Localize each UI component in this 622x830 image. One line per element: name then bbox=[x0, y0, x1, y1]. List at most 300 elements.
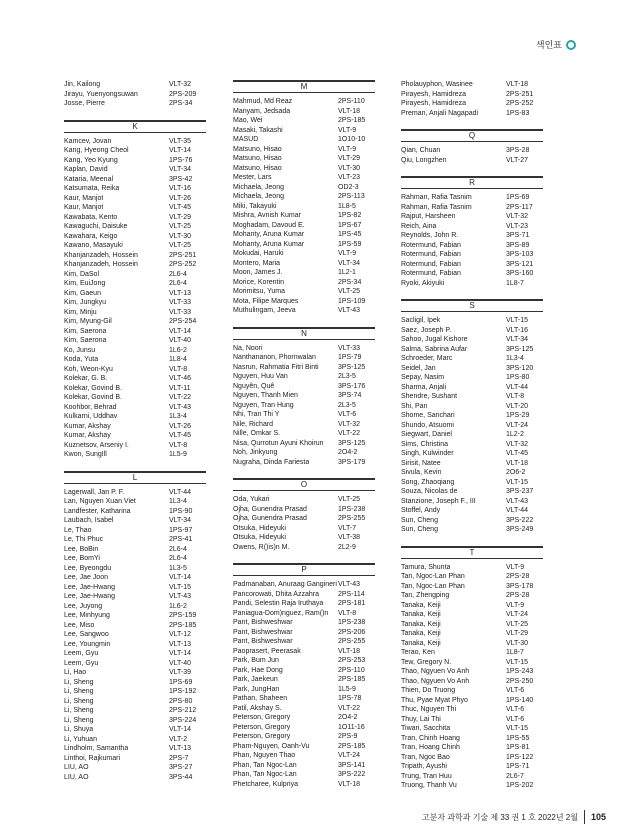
index-entry bbox=[233, 761, 375, 771]
session-code: 1PS-109 bbox=[338, 297, 366, 305]
session-code: 2PS-185 bbox=[338, 742, 366, 750]
author-name: Kaur, Manjot bbox=[64, 194, 104, 202]
section-header bbox=[536, 38, 576, 51]
session-code: VLT-33 bbox=[169, 299, 192, 306]
author-name: Rahman, Rafia Tasnim bbox=[401, 203, 472, 211]
author-name: Rotermund, Fabian bbox=[401, 270, 461, 277]
author-name: Park, JungHan bbox=[233, 685, 280, 693]
index-entry bbox=[401, 449, 543, 459]
session-code: VLT-26 bbox=[169, 422, 192, 430]
index-entry bbox=[401, 591, 543, 601]
session-code: 2PS-80 bbox=[169, 697, 193, 705]
index-entry bbox=[64, 99, 206, 109]
session-code: 3PS-121 bbox=[506, 260, 534, 268]
author-name: Sun, Cheng bbox=[401, 516, 438, 524]
index-entry bbox=[233, 287, 375, 297]
session-code: 1PS-59 bbox=[338, 240, 362, 248]
session-code: 1L6-2 bbox=[169, 602, 187, 610]
index-entry bbox=[233, 192, 375, 202]
session-code: VLT-44 bbox=[169, 488, 192, 496]
session-code: 3PS-179 bbox=[338, 458, 366, 466]
session-code: VLT-22 bbox=[338, 430, 361, 437]
session-code: 3PS-71 bbox=[506, 232, 530, 239]
session-code: VLT-43 bbox=[169, 403, 192, 411]
session-code: VLT-45 bbox=[506, 450, 529, 457]
author-name: Peterson, Gregory bbox=[233, 723, 291, 731]
session-code: 1L6-2 bbox=[169, 346, 187, 354]
index-entry bbox=[233, 580, 375, 590]
index-entry bbox=[64, 393, 206, 403]
index-entry bbox=[233, 173, 375, 183]
author-name: Kim, Myung-Gil bbox=[64, 318, 112, 325]
session-code: 2L3-5 bbox=[338, 401, 356, 409]
author-name: Lagerwall, Jan P. F. bbox=[64, 488, 125, 496]
session-code: VLT-2 bbox=[169, 735, 188, 743]
session-code: 2PS-114 bbox=[338, 590, 365, 598]
index-entry bbox=[401, 279, 543, 289]
index-entry bbox=[64, 137, 206, 147]
author-name: Otsuka, Hideyuki bbox=[233, 534, 286, 541]
author-name: Lee, Sangwoo bbox=[64, 631, 109, 638]
author-name: Ryoki, Akiyuki bbox=[401, 279, 445, 287]
author-name: Kolekar, Govind B. bbox=[64, 394, 122, 401]
index-entry bbox=[233, 723, 375, 733]
index-entry bbox=[64, 251, 206, 261]
session-code: VLT-29 bbox=[338, 155, 361, 162]
index-entry bbox=[401, 354, 543, 364]
author-name: Saez, Joseph P. bbox=[401, 326, 452, 334]
session-code: 2PS-113 bbox=[338, 193, 365, 200]
author-name: Na, Noori bbox=[233, 344, 263, 352]
footer-divider bbox=[584, 810, 585, 824]
letter-section bbox=[64, 120, 206, 460]
index-entry bbox=[64, 184, 206, 194]
author-name: Sims, Christina bbox=[401, 440, 449, 448]
session-code: 2PS-255 bbox=[338, 638, 366, 645]
author-name: Nasrun, Rahmatia Fitri Binti bbox=[233, 363, 319, 371]
author-name: Ojha, Gunendra Prasad bbox=[233, 515, 307, 522]
session-code: VLT-16 bbox=[506, 326, 529, 334]
author-name: Pholauyphon, Wasinee bbox=[401, 81, 473, 88]
index-entry bbox=[233, 666, 375, 676]
session-code: 1L2-1 bbox=[338, 269, 356, 276]
index-entry bbox=[233, 240, 375, 250]
index-entry bbox=[401, 667, 543, 677]
session-code: VLT-13 bbox=[169, 640, 192, 648]
session-code: VLT-29 bbox=[506, 630, 529, 637]
index-entry bbox=[64, 640, 206, 650]
author-name: Kim, EuiJong bbox=[64, 280, 106, 287]
session-code: VLT-6 bbox=[338, 411, 357, 418]
session-code: 2PS-254 bbox=[169, 318, 197, 325]
index-entry bbox=[64, 773, 206, 783]
author-name: Lee, Jae-Hwang bbox=[64, 593, 115, 600]
index-entry bbox=[64, 355, 206, 365]
session-code: 1PS-80 bbox=[506, 374, 530, 381]
session-code: 1PS-55 bbox=[506, 734, 530, 742]
author-name: Kim, DaSol bbox=[64, 270, 100, 278]
author-name: Kang, Hyeong Cheol bbox=[64, 147, 129, 154]
session-code: 3PS-160 bbox=[506, 270, 534, 277]
author-name: Lee, BomYi bbox=[64, 555, 100, 562]
author-name: Tran, Ngoc Bao bbox=[401, 753, 450, 761]
author-name: Mester, Lars bbox=[233, 174, 272, 181]
author-name: Lee, Youngmin bbox=[64, 640, 111, 648]
author-name: Nile, Richard bbox=[233, 420, 274, 428]
session-code: 2PS-185 bbox=[338, 676, 366, 683]
session-code: 2PS-28 bbox=[506, 592, 530, 599]
circle-icon bbox=[566, 40, 576, 50]
index-entry bbox=[233, 609, 375, 619]
session-code: 1PS-69 bbox=[169, 678, 193, 686]
author-name: Jirayu, Yuenyongsuwan bbox=[64, 90, 138, 98]
index-entry bbox=[233, 713, 375, 723]
session-code: 3PS-28 bbox=[506, 147, 530, 154]
session-code: 3PS-237 bbox=[506, 488, 534, 495]
session-code: VLT-43 bbox=[506, 497, 529, 505]
index-entry bbox=[233, 505, 375, 515]
section-letter-heading: K bbox=[64, 120, 206, 133]
index-entry bbox=[233, 618, 375, 628]
session-code: 3PS-74 bbox=[338, 392, 362, 399]
session-code: VLT-14 bbox=[169, 147, 192, 154]
index-entry bbox=[64, 488, 206, 498]
index-entry bbox=[64, 194, 206, 204]
author-name: Koohbor, Behrad bbox=[64, 403, 117, 411]
author-name: Pirayesh, Hamidreza bbox=[401, 90, 466, 98]
author-name: Nisa, Qurrotun Ayuni Khoirun bbox=[233, 439, 324, 447]
index-entry bbox=[64, 279, 206, 289]
author-name: Nguyen, Huu Van bbox=[233, 373, 288, 380]
author-name: Paniagua-Dom)nguez, Ram()n bbox=[233, 609, 329, 617]
author-name: Leem, Gyu bbox=[64, 650, 99, 657]
index-entry bbox=[401, 212, 543, 222]
letter-section bbox=[64, 471, 206, 783]
session-code: 2L3-5 bbox=[338, 373, 356, 380]
index-entry bbox=[64, 678, 206, 688]
session-code: VLT-15 bbox=[506, 658, 529, 666]
session-code: VLT-15 bbox=[506, 317, 529, 324]
session-code: 2L6-7 bbox=[506, 772, 524, 780]
author-name: Morimitsu, Yuma bbox=[233, 288, 285, 295]
session-code: 2O4-2 bbox=[338, 714, 358, 721]
index-entry bbox=[401, 269, 543, 279]
session-code: 2L2-9 bbox=[338, 543, 356, 551]
index-entry bbox=[233, 268, 375, 278]
index-entry bbox=[401, 516, 543, 526]
session-code: VLT-30 bbox=[338, 164, 361, 172]
session-code: 2O6-2 bbox=[506, 469, 526, 476]
index-entry bbox=[401, 724, 543, 734]
author-name: Trung, Tran Huu bbox=[401, 772, 452, 780]
index-entry bbox=[64, 592, 206, 602]
session-code: VLT-43 bbox=[338, 307, 361, 314]
author-name: Tew, Gregory N. bbox=[401, 658, 452, 666]
session-code: 1PS-29 bbox=[506, 412, 530, 419]
session-code: 2PS-34 bbox=[169, 100, 193, 107]
index-entry bbox=[64, 735, 206, 745]
session-code: 3PS-89 bbox=[506, 241, 530, 249]
index-entry bbox=[233, 211, 375, 221]
index-entry bbox=[401, 402, 543, 412]
index-entry bbox=[233, 145, 375, 155]
session-code: VLT-40 bbox=[169, 337, 192, 344]
author-name: Thuy, Lai Thi bbox=[401, 715, 441, 723]
author-name: Moon, James J. bbox=[233, 269, 283, 276]
letter-section bbox=[401, 546, 543, 791]
author-name: Kang, Yeo Kyung bbox=[64, 156, 118, 164]
index-entry bbox=[401, 326, 543, 336]
author-name: Laubach, Isabel bbox=[64, 517, 114, 524]
author-name: Lee, BoBin bbox=[64, 545, 99, 553]
session-code: 1L8-4 bbox=[169, 356, 187, 363]
session-code: VLT-6 bbox=[506, 706, 525, 713]
author-name: Lee, Jae-Hwang bbox=[64, 583, 115, 591]
author-name: Kuznetsov, Arseniy I. bbox=[64, 441, 129, 449]
index-entry bbox=[64, 317, 206, 327]
index-entry bbox=[401, 335, 543, 345]
index-entry bbox=[64, 336, 206, 346]
author-name: Linthoi, Rajkumari bbox=[64, 754, 121, 762]
index-entry bbox=[401, 440, 543, 450]
author-name: Thao, Ngyuen Vo Anh bbox=[401, 677, 470, 685]
session-code: 1PS-192 bbox=[169, 688, 197, 695]
index-entry bbox=[401, 109, 543, 119]
index-entry bbox=[401, 639, 543, 649]
index-entry bbox=[401, 677, 543, 687]
session-code: 1O10-10 bbox=[338, 136, 366, 143]
session-code: VLT-6 bbox=[506, 715, 525, 723]
session-code: 2PS-251 bbox=[506, 90, 534, 98]
author-name: Li, Shuya bbox=[64, 726, 94, 733]
index-entry bbox=[401, 572, 543, 582]
index-entry bbox=[233, 135, 375, 145]
session-code: VLT-25 bbox=[169, 223, 192, 230]
session-code: 1PS-122 bbox=[506, 753, 534, 761]
index-entry bbox=[401, 696, 543, 706]
index-entry bbox=[233, 628, 375, 638]
session-code: 1L3-4 bbox=[506, 355, 524, 362]
index-entry bbox=[401, 497, 543, 507]
index-entry bbox=[401, 146, 543, 156]
author-name: Tan, Ngoc-Lan Phan bbox=[401, 573, 465, 580]
index-entry bbox=[233, 306, 375, 316]
index-entry bbox=[401, 203, 543, 213]
index-entry bbox=[233, 694, 375, 704]
author-name: Josse, Pierre bbox=[64, 100, 105, 107]
index-entry bbox=[64, 270, 206, 280]
session-code: VLT-35 bbox=[169, 137, 192, 145]
author-name: Kumar, Akshay bbox=[64, 422, 111, 430]
author-name: Rajput, Harsheen bbox=[401, 213, 456, 220]
author-name: Kawaguchi, Daisuke bbox=[64, 223, 128, 230]
session-code: 3PS-120 bbox=[506, 364, 534, 372]
index-entry bbox=[64, 156, 206, 166]
session-code: 3PS-141 bbox=[338, 761, 366, 769]
author-name: Owens, R()is)n M. bbox=[233, 543, 290, 551]
author-name: Kataria, Meenal bbox=[64, 175, 114, 183]
author-name: Ojha, Gunendra Prasad bbox=[233, 505, 307, 513]
session-code: VLT-13 bbox=[169, 289, 192, 297]
index-entry bbox=[233, 685, 375, 695]
index-entry bbox=[233, 202, 375, 212]
author-name: Nanthananon, Phornwalan bbox=[233, 354, 316, 361]
index-entry bbox=[401, 222, 543, 232]
session-code: 2PS-181 bbox=[338, 600, 366, 607]
index-entry bbox=[401, 411, 543, 421]
index-entry bbox=[64, 573, 206, 583]
author-name: Kwon, SungIll bbox=[64, 451, 107, 458]
index-entry bbox=[233, 751, 375, 761]
session-code: 1PS-69 bbox=[506, 194, 530, 201]
session-code: 2PS-209 bbox=[169, 90, 197, 98]
author-name: Le, Thao bbox=[64, 526, 92, 534]
session-code: 1O11-16 bbox=[338, 723, 365, 731]
author-name: MASUD bbox=[233, 136, 259, 143]
section-letter-heading: S bbox=[401, 299, 543, 312]
session-code: VLT-22 bbox=[338, 704, 361, 712]
author-name: Lee, Minhyung bbox=[64, 612, 110, 619]
author-name: Kolekar, G. B. bbox=[64, 375, 108, 382]
author-name: Nguyên, Quê bbox=[233, 382, 275, 390]
page-footer bbox=[422, 810, 606, 824]
index-entry bbox=[401, 231, 543, 241]
index-entry bbox=[401, 610, 543, 620]
index-entry bbox=[233, 429, 375, 439]
letter-section bbox=[401, 299, 543, 535]
index-entry bbox=[233, 524, 375, 534]
author-name: Pham-Nguyen, Oanh-Vu bbox=[233, 742, 310, 750]
author-name: Seidel, Jan bbox=[401, 364, 436, 372]
index-entry bbox=[64, 374, 206, 384]
session-code: VLT-16 bbox=[169, 185, 192, 192]
author-name: Thuc, Nguyen Thi bbox=[401, 706, 457, 713]
index-entry bbox=[401, 80, 543, 90]
session-code: 2PS-255 bbox=[338, 515, 366, 522]
session-code: 1PS-90 bbox=[169, 507, 193, 515]
author-name: Nille, Omkar S. bbox=[233, 430, 281, 437]
session-code: 3PS-224 bbox=[169, 716, 197, 724]
author-name: Reich, Aina bbox=[401, 222, 437, 230]
author-name: Mohanty, Aruna Kumar bbox=[233, 240, 305, 248]
session-code: 1PS-76 bbox=[169, 156, 193, 164]
session-code: 1L3-4 bbox=[169, 413, 187, 420]
session-code: VLT-25 bbox=[169, 242, 192, 249]
author-name: Sacligil, Ipek bbox=[401, 317, 441, 324]
session-code: 2PS-185 bbox=[338, 117, 366, 124]
session-code: VLT-9 bbox=[338, 250, 357, 257]
index-entry bbox=[401, 260, 543, 270]
session-code: 1PS-71 bbox=[506, 763, 530, 770]
index-entry bbox=[233, 221, 375, 231]
index-entry bbox=[233, 420, 375, 430]
author-name: Pant, Bishweshwar bbox=[233, 638, 293, 645]
index-entry bbox=[233, 458, 375, 468]
author-name: Kim, Gaeun bbox=[64, 289, 101, 297]
index-entry bbox=[401, 421, 543, 431]
author-name: Tran, Hoang Chinh bbox=[401, 744, 460, 751]
author-name: Kaplan, David bbox=[64, 166, 108, 173]
author-name: Tanaka, Keiji bbox=[401, 630, 441, 637]
session-code: VLT-26 bbox=[169, 194, 192, 202]
session-code: VLT-15 bbox=[506, 725, 529, 732]
index-entry bbox=[64, 763, 206, 773]
session-code: VLT-25 bbox=[506, 620, 529, 628]
author-name: Qian, Chuan bbox=[401, 147, 441, 154]
session-code: VLT-12 bbox=[169, 631, 192, 638]
session-code: 1L5-9 bbox=[338, 685, 356, 693]
index-entry bbox=[401, 772, 543, 782]
index-entry bbox=[401, 459, 543, 469]
session-code: VLT-45 bbox=[169, 432, 192, 439]
index-entry bbox=[233, 164, 375, 174]
session-code: VLT-34 bbox=[338, 259, 361, 267]
session-code: 1PS-238 bbox=[338, 619, 366, 626]
session-code: VLT-18 bbox=[338, 780, 361, 788]
session-code: 1PS-78 bbox=[338, 695, 362, 702]
index-entry bbox=[64, 526, 206, 536]
index-entry bbox=[401, 715, 543, 725]
index-entry bbox=[233, 514, 375, 524]
letter-section bbox=[233, 327, 375, 468]
author-name: Rotermund, Fabian bbox=[401, 251, 461, 258]
author-name: Li, Sheng bbox=[64, 688, 94, 695]
author-name: Mohanty, Aruna Kumar bbox=[233, 231, 305, 238]
session-code: VLT-9 bbox=[506, 563, 525, 571]
author-name: Landfester, Katharina bbox=[64, 507, 131, 515]
author-name: Masaki, Takashi bbox=[233, 126, 283, 134]
session-code: 2PS-28 bbox=[506, 573, 530, 580]
index-entry bbox=[401, 781, 543, 791]
author-name: Reynolds, John R. bbox=[401, 232, 459, 239]
session-code: VLT-9 bbox=[506, 601, 525, 609]
session-code: VLT-32 bbox=[338, 420, 361, 428]
index-entry bbox=[64, 450, 206, 460]
author-name: Sharma, Anjali bbox=[401, 383, 447, 391]
index-entry bbox=[233, 590, 375, 600]
index-entry bbox=[64, 422, 206, 432]
session-code: VLT-34 bbox=[506, 336, 529, 343]
index-entry bbox=[64, 744, 206, 754]
author-name: Michaela, Jeong bbox=[233, 183, 284, 191]
author-name: Katsumata, Reika bbox=[64, 185, 120, 192]
index-entry bbox=[64, 621, 206, 631]
index-entry bbox=[64, 564, 206, 574]
session-code: 3PS-42 bbox=[169, 175, 193, 183]
index-entry bbox=[233, 344, 375, 354]
author-name: Ko, Junsu bbox=[64, 346, 96, 354]
session-code: 2PS-251 bbox=[169, 251, 197, 259]
author-name: Lan, Nguyen Xuan Viet bbox=[64, 498, 136, 505]
index-entry bbox=[401, 563, 543, 573]
session-code: 2PS-110 bbox=[338, 98, 365, 105]
index-column-2 bbox=[233, 80, 375, 789]
author-name: Sivula, Kevin bbox=[401, 469, 442, 476]
author-name: Koda, Yuta bbox=[64, 356, 99, 363]
author-name: Morice, Korentin bbox=[233, 278, 284, 286]
author-name: Li, Hao bbox=[64, 669, 87, 676]
index-entry bbox=[64, 412, 206, 422]
index-entry bbox=[233, 382, 375, 392]
session-code: 1L8-7 bbox=[506, 649, 524, 656]
author-name: Shendre, Sushant bbox=[401, 393, 458, 400]
author-name: Li, Sheng bbox=[64, 678, 94, 686]
session-code: VLT-25 bbox=[338, 496, 361, 503]
author-name: Lee, Jae Joon bbox=[64, 574, 108, 581]
author-name: Muthulingam, Jeeva bbox=[233, 307, 296, 314]
author-name: Thao, Ngyuen Vo Anh bbox=[401, 668, 470, 675]
session-code: VLT-46 bbox=[169, 375, 192, 382]
